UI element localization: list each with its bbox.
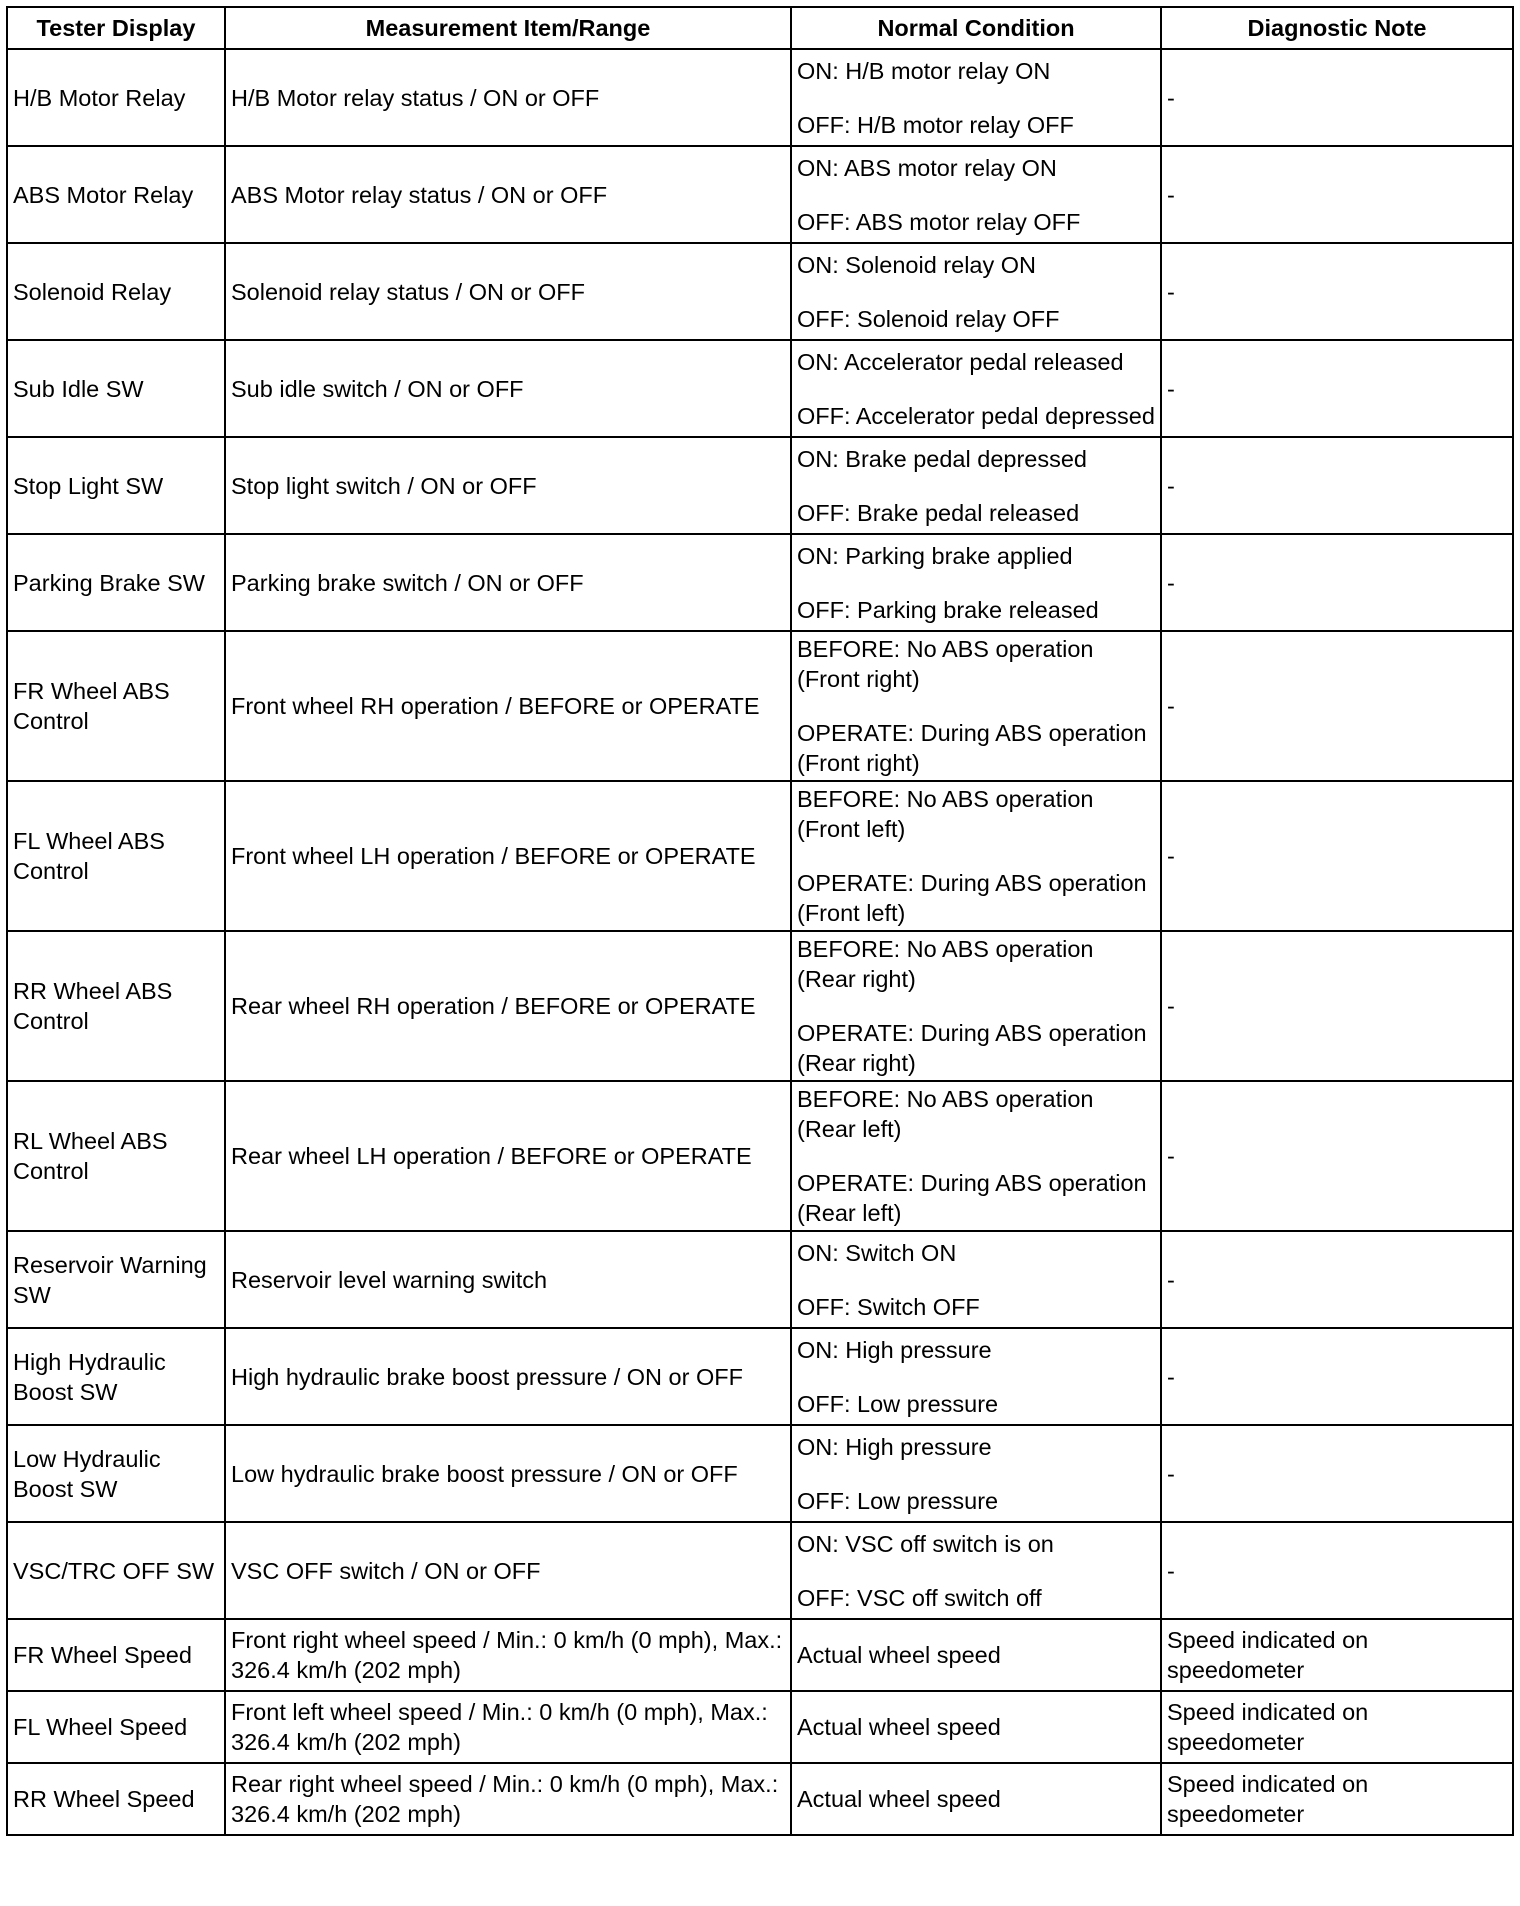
cell-tester-display: RR Wheel Speed — [7, 1763, 225, 1835]
condition-text: Actual wheel speed — [797, 1642, 1001, 1668]
condition-on-text: ON: H/B motor relay ON — [797, 57, 1051, 84]
cell-normal-condition — [791, 1231, 1161, 1328]
table-row — [7, 437, 1513, 534]
cell-measurement-item: VSC OFF switch / ON or OFF — [225, 1522, 791, 1619]
cell-diagnostic-note: - — [1161, 437, 1513, 534]
condition-on-text: ON: Accelerator pedal released — [797, 348, 1124, 375]
cell-diagnostic-note: - — [1161, 146, 1513, 243]
data-list-table — [6, 6, 1514, 1836]
table-row — [7, 340, 1513, 437]
cell-normal-condition — [791, 1763, 1161, 1835]
condition-on-text: BEFORE: No ABS operation (Rear right) — [797, 936, 1094, 992]
cell-measurement-item: Front left wheel speed / Min.: 0 km/h (0 mph), Max.: 326.4 km/h (202 mph) — [225, 1691, 791, 1763]
cell-normal-condition — [791, 437, 1161, 534]
table-row — [7, 243, 1513, 340]
cell-measurement-item: Rear right wheel speed / Min.: 0 km/h (0 mph), Max.: 326.4 km/h (202 mph) — [225, 1763, 791, 1835]
cell-diagnostic-note: - — [1161, 340, 1513, 437]
condition-on-text: BEFORE: No ABS operation (Front left) — [797, 786, 1094, 842]
cell-measurement-item: ABS Motor relay status / ON or OFF — [225, 146, 791, 243]
cell-tester-display: Sub Idle SW — [7, 340, 225, 437]
cell-diagnostic-note: - — [1161, 49, 1513, 146]
condition-off-text: OFF: Brake pedal released — [797, 499, 1080, 526]
cell-tester-display: ABS Motor Relay — [7, 146, 225, 243]
header-tester-display: Tester Display — [7, 7, 225, 49]
table-row — [7, 781, 1513, 931]
cell-tester-display: RR Wheel ABS Control — [7, 931, 225, 1081]
header-diagnostic-note: Diagnostic Note — [1161, 7, 1513, 49]
table-row — [7, 49, 1513, 146]
cell-normal-condition — [791, 534, 1161, 631]
cell-diagnostic-note: - — [1161, 1328, 1513, 1425]
table-row — [7, 534, 1513, 631]
table-row — [7, 1691, 1513, 1763]
cell-diagnostic-note: - — [1161, 931, 1513, 1081]
condition-off-text: OFF: H/B motor relay OFF — [797, 111, 1074, 138]
cell-diagnostic-note: Speed indicated on speedometer — [1161, 1619, 1513, 1691]
condition-on-text: ON: High pressure — [797, 1336, 992, 1363]
cell-diagnostic-note: - — [1161, 1522, 1513, 1619]
cell-tester-display: High Hydraulic Boost SW — [7, 1328, 225, 1425]
header-measurement-item-range: Measurement Item/Range — [225, 7, 791, 49]
cell-measurement-item: High hydraulic brake boost pressure / ON or OFF — [225, 1328, 791, 1425]
cell-diagnostic-note: Speed indicated on speedometer — [1161, 1691, 1513, 1763]
table-row — [7, 146, 1513, 243]
cell-normal-condition — [791, 631, 1161, 781]
table-row — [7, 931, 1513, 1081]
cell-measurement-item: Sub idle switch / ON or OFF — [225, 340, 791, 437]
cell-measurement-item: Front wheel RH operation / BEFORE or OPERATE — [225, 631, 791, 781]
cell-measurement-item: Solenoid relay status / ON or OFF — [225, 243, 791, 340]
condition-off-text: OFF: Switch OFF — [797, 1293, 980, 1320]
cell-normal-condition — [791, 1522, 1161, 1619]
cell-normal-condition — [791, 340, 1161, 437]
cell-normal-condition — [791, 1081, 1161, 1231]
cell-tester-display: VSC/TRC OFF SW — [7, 1522, 225, 1619]
table-row — [7, 1522, 1513, 1619]
data-list-table-container — [6, 6, 1512, 1836]
cell-diagnostic-note: - — [1161, 1425, 1513, 1522]
table-row — [7, 1763, 1513, 1835]
cell-normal-condition — [791, 243, 1161, 340]
table-row — [7, 631, 1513, 781]
condition-off-text: OFF: Accelerator pedal depressed — [797, 402, 1155, 429]
condition-on-text: ON: High pressure — [797, 1433, 992, 1460]
cell-diagnostic-note: - — [1161, 781, 1513, 931]
cell-tester-display: H/B Motor Relay — [7, 49, 225, 146]
cell-tester-display: FL Wheel ABS Control — [7, 781, 225, 931]
cell-normal-condition — [791, 49, 1161, 146]
cell-tester-display: Stop Light SW — [7, 437, 225, 534]
cell-tester-display: FR Wheel Speed — [7, 1619, 225, 1691]
condition-off-text: OFF: Parking brake released — [797, 596, 1099, 623]
cell-tester-display: Reservoir Warning SW — [7, 1231, 225, 1328]
cell-normal-condition — [791, 931, 1161, 1081]
table-row — [7, 1619, 1513, 1691]
cell-measurement-item: H/B Motor relay status / ON or OFF — [225, 49, 791, 146]
cell-measurement-item: Parking brake switch / ON or OFF — [225, 534, 791, 631]
cell-normal-condition — [791, 1425, 1161, 1522]
cell-diagnostic-note: Speed indicated on speedometer — [1161, 1763, 1513, 1835]
cell-tester-display: Solenoid Relay — [7, 243, 225, 340]
cell-diagnostic-note: - — [1161, 1231, 1513, 1328]
cell-diagnostic-note: - — [1161, 534, 1513, 631]
condition-on-text: BEFORE: No ABS operation (Front right) — [797, 636, 1094, 692]
cell-tester-display: FL Wheel Speed — [7, 1691, 225, 1763]
condition-text: Actual wheel speed — [797, 1714, 1001, 1740]
condition-on-text: ON: Switch ON — [797, 1239, 957, 1266]
cell-measurement-item: Low hydraulic brake boost pressure / ON or OFF — [225, 1425, 791, 1522]
cell-diagnostic-note: - — [1161, 243, 1513, 340]
condition-off-text: OFF: ABS motor relay OFF — [797, 208, 1081, 235]
condition-off-text: OPERATE: During ABS operation (Rear left) — [797, 1170, 1147, 1226]
condition-off-text: OPERATE: During ABS operation (Front left) — [797, 870, 1147, 926]
cell-measurement-item: Stop light switch / ON or OFF — [225, 437, 791, 534]
cell-tester-display: RL Wheel ABS Control — [7, 1081, 225, 1231]
condition-off-text: OFF: Low pressure — [797, 1487, 999, 1514]
cell-measurement-item: Rear wheel RH operation / BEFORE or OPERATE — [225, 931, 791, 1081]
cell-tester-display: FR Wheel ABS Control — [7, 631, 225, 781]
cell-diagnostic-note: - — [1161, 631, 1513, 781]
cell-normal-condition — [791, 1691, 1161, 1763]
cell-normal-condition — [791, 1619, 1161, 1691]
condition-text: Actual wheel speed — [797, 1786, 1001, 1812]
cell-normal-condition — [791, 781, 1161, 931]
cell-measurement-item: Front right wheel speed / Min.: 0 km/h (0 mph), Max.: 326.4 km/h (202 mph) — [225, 1619, 791, 1691]
table-row — [7, 1425, 1513, 1522]
condition-off-text: OPERATE: During ABS operation (Front right) — [797, 720, 1147, 776]
condition-on-text: ON: ABS motor relay ON — [797, 154, 1057, 181]
cell-measurement-item: Rear wheel LH operation / BEFORE or OPERATE — [225, 1081, 791, 1231]
cell-normal-condition — [791, 1328, 1161, 1425]
cell-tester-display: Low Hydraulic Boost SW — [7, 1425, 225, 1522]
cell-normal-condition — [791, 146, 1161, 243]
table-row — [7, 1328, 1513, 1425]
condition-on-text: ON: Parking brake applied — [797, 542, 1073, 569]
cell-diagnostic-note: - — [1161, 1081, 1513, 1231]
condition-on-text: ON: VSC off switch is on — [797, 1530, 1054, 1557]
condition-off-text: OFF: Low pressure — [797, 1390, 999, 1417]
cell-tester-display: Parking Brake SW — [7, 534, 225, 631]
condition-on-text: BEFORE: No ABS operation (Rear left) — [797, 1086, 1094, 1142]
condition-off-text: OFF: VSC off switch off — [797, 1584, 1042, 1611]
cell-measurement-item: Front wheel LH operation / BEFORE or OPERATE — [225, 781, 791, 931]
condition-on-text: ON: Brake pedal depressed — [797, 445, 1087, 472]
header-normal-condition: Normal Condition — [791, 7, 1161, 49]
condition-on-text: ON: Solenoid relay ON — [797, 251, 1037, 278]
condition-off-text: OPERATE: During ABS operation (Rear right) — [797, 1020, 1147, 1076]
cell-measurement-item: Reservoir level warning switch — [225, 1231, 791, 1328]
header-row — [7, 7, 1513, 49]
condition-off-text: OFF: Solenoid relay OFF — [797, 305, 1060, 332]
table-row — [7, 1081, 1513, 1231]
table-body — [7, 49, 1513, 1835]
table-row — [7, 1231, 1513, 1328]
